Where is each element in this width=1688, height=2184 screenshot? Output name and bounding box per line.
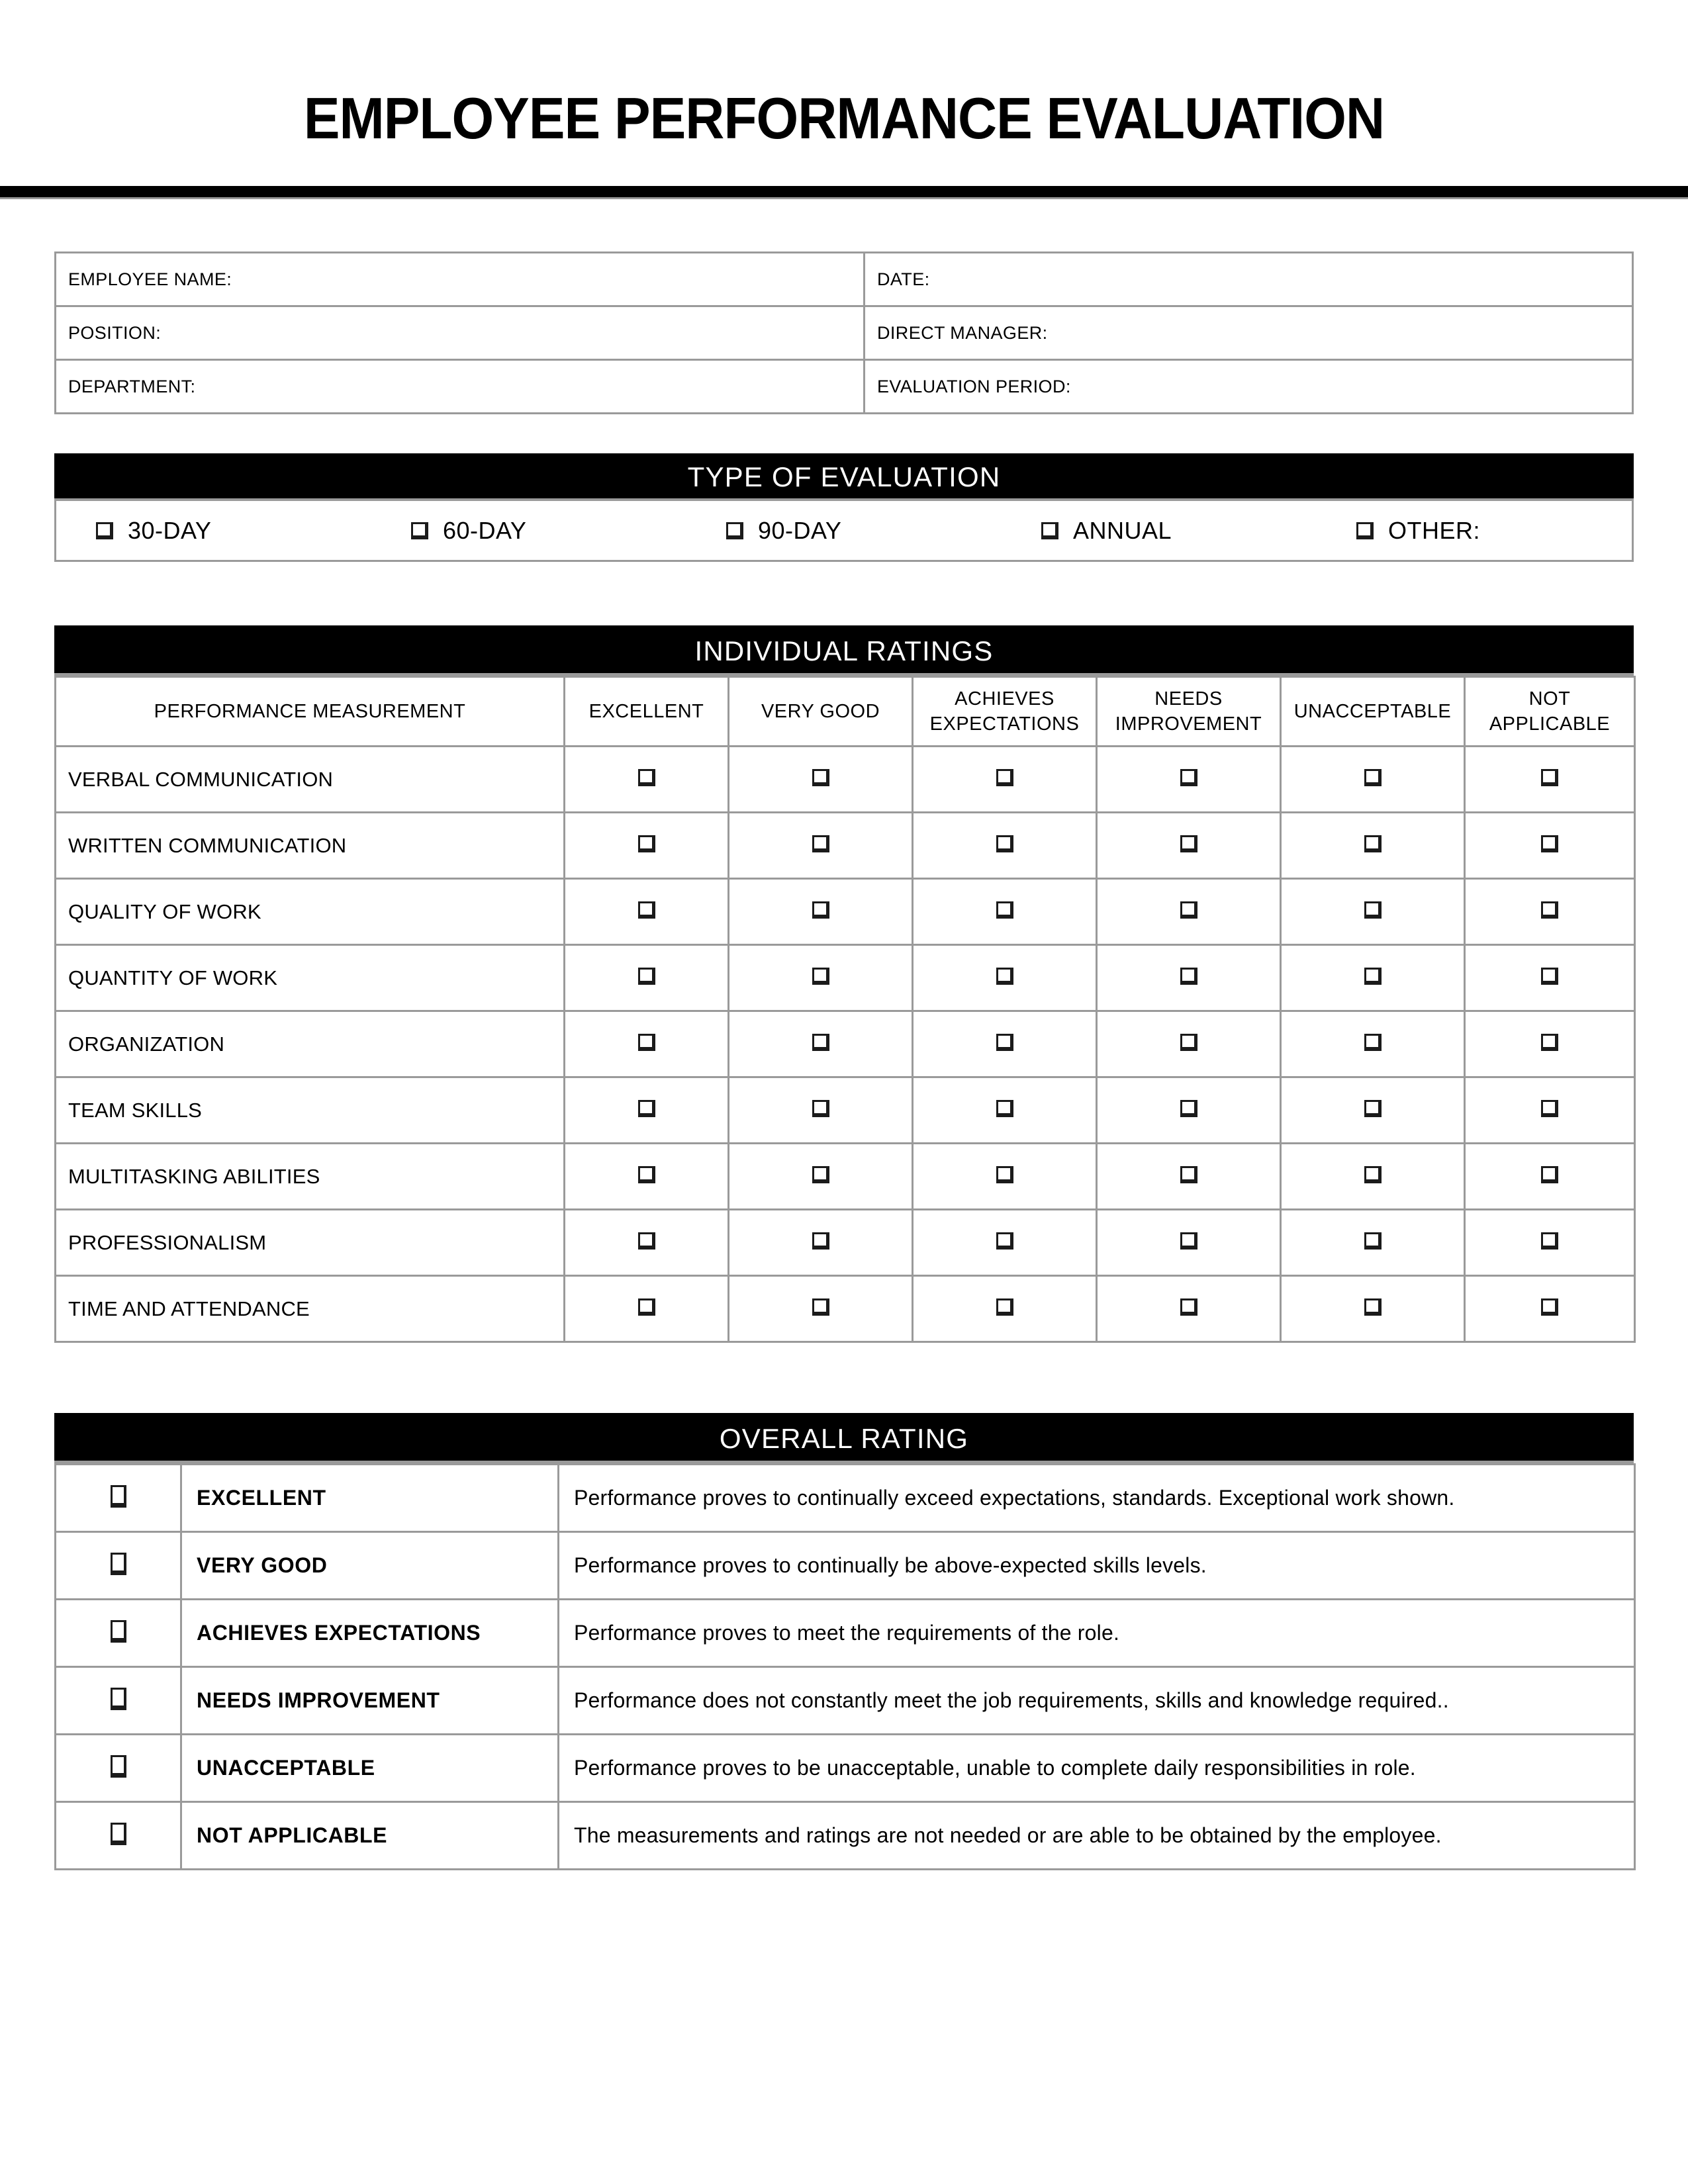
ratings-checkbox-cell[interactable] — [729, 1144, 913, 1210]
ratings-checkbox-cell[interactable] — [1281, 813, 1465, 879]
checkbox-icon[interactable] — [1541, 835, 1558, 852]
overall-rating-row — [56, 1600, 1635, 1667]
individual-ratings-heading: INDIVIDUAL RATINGS — [54, 625, 1634, 676]
ratings-column-header-line: NEEDS — [1154, 688, 1223, 709]
ratings-column-header-line: VERY GOOD — [761, 701, 880, 722]
ratings-row — [56, 1210, 1635, 1276]
individual-ratings-section — [54, 625, 1634, 1343]
checkbox-icon[interactable] — [1180, 901, 1197, 919]
ratings-checkbox-cell[interactable] — [565, 1077, 729, 1144]
checkbox-icon[interactable] — [726, 522, 743, 539]
overall-rating-name: NEEDS IMPROVEMENT — [181, 1667, 559, 1735]
ratings-row — [56, 1077, 1635, 1144]
ratings-row — [56, 813, 1635, 879]
ratings-checkbox-cell[interactable] — [913, 879, 1097, 945]
overall-rating-checkbox-cell[interactable] — [56, 1735, 181, 1802]
checkbox-icon[interactable] — [1541, 1298, 1558, 1316]
ratings-column-header — [913, 677, 1097, 747]
ratings-checkbox-cell[interactable] — [1281, 1077, 1465, 1144]
ratings-checkbox-cell[interactable] — [729, 879, 913, 945]
page-title: EMPLOYEE PERFORMANCE EVALUATION — [303, 85, 1385, 151]
ratings-column-header-line: PERFORMANCE MEASUREMENT — [154, 701, 466, 722]
checkbox-icon[interactable] — [1364, 1100, 1382, 1117]
checkbox-icon[interactable] — [638, 1166, 655, 1183]
ratings-checkbox-cell[interactable] — [1465, 1276, 1635, 1342]
checkbox-icon[interactable] — [1541, 1166, 1558, 1183]
info-row — [56, 360, 1633, 414]
ratings-checkbox-cell[interactable] — [1281, 1210, 1465, 1276]
checkbox-icon[interactable] — [111, 1553, 126, 1575]
ratings-checkbox-cell[interactable] — [1097, 1011, 1281, 1077]
evaluation-type-heading: TYPE OF EVALUATION — [54, 453, 1634, 501]
overall-rating-description: Performance proves to meet the requirements of the role. — [559, 1600, 1635, 1667]
checkbox-icon[interactable] — [1364, 1298, 1382, 1316]
ratings-checkbox-cell[interactable] — [1465, 1144, 1635, 1210]
checkbox-icon[interactable] — [638, 968, 655, 985]
ratings-row — [56, 1144, 1635, 1210]
title-divider — [0, 186, 1688, 199]
info-row — [56, 253, 1633, 306]
ratings-checkbox-cell[interactable] — [1097, 879, 1281, 945]
checkbox-icon[interactable] — [812, 1034, 829, 1051]
evaluation-type-section — [54, 453, 1634, 562]
checkbox-icon[interactable] — [812, 769, 829, 786]
overall-rating-checkbox-cell[interactable] — [56, 1600, 181, 1667]
ratings-row-label: MULTITASKING ABILITIES — [56, 1144, 565, 1210]
checkbox-icon[interactable] — [111, 1688, 126, 1710]
info-row — [56, 306, 1633, 360]
ratings-checkbox-cell[interactable] — [1465, 813, 1635, 879]
ratings-checkbox-cell[interactable] — [913, 1011, 1097, 1077]
ratings-row — [56, 1276, 1635, 1342]
ratings-column-header-line: IMPROVEMENT — [1115, 713, 1262, 735]
checkbox-icon[interactable] — [996, 1034, 1013, 1051]
overall-rating-checkbox-cell[interactable] — [56, 1667, 181, 1735]
overall-rating-checkbox-cell[interactable] — [56, 1802, 181, 1870]
checkbox-icon[interactable] — [812, 835, 829, 852]
checkbox-icon[interactable] — [1180, 1298, 1197, 1316]
checkbox-icon[interactable] — [111, 1823, 126, 1845]
ratings-checkbox-cell[interactable] — [1465, 879, 1635, 945]
ratings-checkbox-cell[interactable] — [729, 813, 913, 879]
overall-rating-name: EXCELLENT — [181, 1465, 559, 1532]
checkbox-icon[interactable] — [996, 1100, 1013, 1117]
ratings-header-row — [56, 677, 1635, 747]
ratings-checkbox-cell[interactable] — [565, 813, 729, 879]
checkbox-icon[interactable] — [812, 901, 829, 919]
ratings-checkbox-cell[interactable] — [1097, 1276, 1281, 1342]
evaluation-type-option[interactable] — [1002, 517, 1317, 545]
info-field-left[interactable]: EMPLOYEE NAME: — [56, 253, 865, 306]
ratings-column-header-line: NOT — [1528, 688, 1571, 709]
checkbox-icon[interactable] — [996, 835, 1013, 852]
overall-rating-name: NOT APPLICABLE — [181, 1802, 559, 1870]
overall-rating-section — [54, 1413, 1634, 1870]
checkbox-icon[interactable] — [1180, 769, 1197, 786]
checkbox-icon[interactable] — [1541, 901, 1558, 919]
ratings-checkbox-cell[interactable] — [1465, 1210, 1635, 1276]
ratings-column-header — [565, 677, 729, 747]
checkbox-icon[interactable] — [638, 769, 655, 786]
checkbox-icon[interactable] — [996, 1298, 1013, 1316]
info-field-right[interactable]: DATE: — [865, 253, 1633, 306]
checkbox-icon[interactable] — [1180, 968, 1197, 985]
checkbox-icon[interactable] — [111, 1620, 126, 1643]
ratings-checkbox-cell[interactable] — [1097, 813, 1281, 879]
overall-rating-checkbox-cell[interactable] — [56, 1465, 181, 1532]
ratings-column-header — [729, 677, 913, 747]
ratings-checkbox-cell[interactable] — [565, 879, 729, 945]
ratings-checkbox-cell[interactable] — [1097, 747, 1281, 813]
employee-info-table — [54, 251, 1634, 414]
ratings-column-header — [1097, 677, 1281, 747]
checkbox-icon[interactable] — [638, 1034, 655, 1051]
ratings-column-header-line: EXCELLENT — [588, 701, 704, 722]
checkbox-icon[interactable] — [638, 1100, 655, 1117]
evaluation-type-option[interactable] — [686, 517, 1002, 545]
ratings-row-label: QUALITY OF WORK — [56, 879, 565, 945]
checkbox-icon[interactable] — [1364, 901, 1382, 919]
ratings-checkbox-cell[interactable] — [1465, 1011, 1635, 1077]
overall-rating-heading: OVERALL RATING — [54, 1413, 1634, 1463]
checkbox-icon[interactable] — [1180, 835, 1197, 852]
ratings-checkbox-cell[interactable] — [565, 1011, 729, 1077]
ratings-checkbox-cell[interactable] — [565, 1210, 729, 1276]
ratings-column-header — [1281, 677, 1465, 747]
overall-rating-description: Performance does not constantly meet the job requirements, skills and knowledge required.. — [559, 1667, 1635, 1735]
info-field-right[interactable]: DIRECT MANAGER: — [865, 306, 1633, 360]
checkbox-icon[interactable] — [1180, 1232, 1197, 1250]
ratings-column-header-line: EXPECTATIONS — [929, 713, 1080, 735]
evaluation-type-option-label: ANNUAL — [1073, 516, 1172, 544]
ratings-checkbox-cell[interactable] — [1281, 945, 1465, 1011]
ratings-checkbox-cell[interactable] — [565, 945, 729, 1011]
ratings-checkbox-cell[interactable] — [729, 1210, 913, 1276]
checkbox-icon[interactable] — [1180, 1100, 1197, 1117]
checkbox-icon[interactable] — [1364, 1232, 1382, 1250]
ratings-checkbox-cell[interactable] — [1465, 1077, 1635, 1144]
ratings-row — [56, 879, 1635, 945]
checkbox-icon[interactable] — [638, 901, 655, 919]
ratings-row-label: VERBAL COMMUNICATION — [56, 747, 565, 813]
checkbox-icon[interactable] — [1364, 835, 1382, 852]
ratings-row-label: WRITTEN COMMUNICATION — [56, 813, 565, 879]
ratings-checkbox-cell[interactable] — [1097, 945, 1281, 1011]
ratings-checkbox-cell[interactable] — [729, 747, 913, 813]
ratings-checkbox-cell[interactable] — [913, 1077, 1097, 1144]
checkbox-icon[interactable] — [1364, 968, 1382, 985]
checkbox-icon[interactable] — [1541, 968, 1558, 985]
ratings-checkbox-cell[interactable] — [729, 1011, 913, 1077]
ratings-checkbox-cell[interactable] — [913, 1276, 1097, 1342]
overall-rating-row — [56, 1465, 1635, 1532]
ratings-checkbox-cell[interactable] — [913, 1210, 1097, 1276]
checkbox-icon[interactable] — [111, 1485, 126, 1508]
checkbox-icon[interactable] — [996, 1232, 1013, 1250]
ratings-column-header — [56, 677, 565, 747]
ratings-checkbox-cell[interactable] — [1097, 1210, 1281, 1276]
evaluation-type-option[interactable] — [1317, 517, 1632, 545]
ratings-checkbox-cell[interactable] — [913, 747, 1097, 813]
ratings-row-label: TIME AND ATTENDANCE — [56, 1276, 565, 1342]
checkbox-icon[interactable] — [411, 522, 428, 539]
ratings-row — [56, 1011, 1635, 1077]
ratings-checkbox-cell[interactable] — [1097, 1144, 1281, 1210]
ratings-checkbox-cell[interactable] — [1281, 1144, 1465, 1210]
ratings-column-header-line: ACHIEVES — [955, 688, 1055, 709]
overall-rating-row — [56, 1735, 1635, 1802]
ratings-checkbox-cell[interactable] — [565, 1144, 729, 1210]
ratings-checkbox-cell[interactable] — [1281, 1011, 1465, 1077]
overall-rating-description: The measurements and ratings are not needed or are able to be obtained by the employee. — [559, 1802, 1635, 1870]
checkbox-icon[interactable] — [1364, 1034, 1382, 1051]
checkbox-icon[interactable] — [812, 1100, 829, 1117]
ratings-checkbox-cell[interactable] — [1281, 1276, 1465, 1342]
info-field-left[interactable]: DEPARTMENT: — [56, 360, 865, 414]
ratings-row-label: QUANTITY OF WORK — [56, 945, 565, 1011]
ratings-checkbox-cell[interactable] — [913, 945, 1097, 1011]
evaluation-type-option-label: 30-DAY — [128, 516, 212, 544]
checkbox-icon[interactable] — [812, 968, 829, 985]
checkbox-icon[interactable] — [1541, 769, 1558, 786]
ratings-checkbox-cell[interactable] — [565, 1276, 729, 1342]
overall-rating-name: VERY GOOD — [181, 1532, 559, 1600]
ratings-checkbox-cell[interactable] — [729, 1276, 913, 1342]
ratings-row-label: PROFESSIONALISM — [56, 1210, 565, 1276]
ratings-row-label: ORGANIZATION — [56, 1011, 565, 1077]
overall-rating-description: Performance proves to be unacceptable, unable to complete daily responsibilities in role. — [559, 1735, 1635, 1802]
checkbox-icon[interactable] — [812, 1232, 829, 1250]
overall-rating-row — [56, 1532, 1635, 1600]
evaluation-type-options — [54, 501, 1634, 562]
checkbox-icon[interactable] — [638, 1232, 655, 1250]
ratings-checkbox-cell[interactable] — [1281, 747, 1465, 813]
info-field-right[interactable]: EVALUATION PERIOD: — [865, 360, 1633, 414]
overall-rating-name: UNACCEPTABLE — [181, 1735, 559, 1802]
ratings-column-header-line: APPLICABLE — [1489, 713, 1611, 735]
evaluation-type-option-label: OTHER: — [1388, 516, 1481, 544]
ratings-checkbox-cell[interactable] — [1465, 945, 1635, 1011]
checkbox-icon[interactable] — [96, 522, 113, 539]
ratings-checkbox-cell[interactable] — [913, 1144, 1097, 1210]
evaluation-type-option-label: 90-DAY — [758, 516, 842, 544]
checkbox-icon[interactable] — [1541, 1100, 1558, 1117]
checkbox-icon[interactable] — [812, 1298, 829, 1316]
ratings-checkbox-cell[interactable] — [1281, 879, 1465, 945]
ratings-row-label: TEAM SKILLS — [56, 1077, 565, 1144]
checkbox-icon[interactable] — [996, 1166, 1013, 1183]
evaluation-type-option[interactable] — [371, 517, 686, 545]
overall-rating-row — [56, 1802, 1635, 1870]
ratings-checkbox-cell[interactable] — [729, 945, 913, 1011]
ratings-checkbox-cell[interactable] — [913, 813, 1097, 879]
ratings-column-header-line: UNACCEPTABLE — [1293, 701, 1452, 722]
checkbox-icon[interactable] — [1356, 522, 1374, 539]
ratings-row — [56, 747, 1635, 813]
overall-rating-description: Performance proves to continually be above-expected skills levels. — [559, 1532, 1635, 1600]
ratings-row — [56, 945, 1635, 1011]
ratings-checkbox-cell[interactable] — [565, 747, 729, 813]
overall-rating-row — [56, 1667, 1635, 1735]
checkbox-icon[interactable] — [638, 1298, 655, 1316]
checkbox-icon[interactable] — [1180, 1166, 1197, 1183]
overall-rating-checkbox-cell[interactable] — [56, 1532, 181, 1600]
checkbox-icon[interactable] — [1364, 769, 1382, 786]
checkbox-icon[interactable] — [1041, 522, 1058, 539]
checkbox-icon[interactable] — [638, 835, 655, 852]
evaluation-type-option-label: 60-DAY — [443, 516, 527, 544]
checkbox-icon[interactable] — [996, 968, 1013, 985]
checkbox-icon[interactable] — [996, 901, 1013, 919]
checkbox-icon[interactable] — [996, 769, 1013, 786]
ratings-checkbox-cell[interactable] — [1097, 1077, 1281, 1144]
checkbox-icon[interactable] — [1541, 1034, 1558, 1051]
ratings-column-header — [1465, 677, 1635, 747]
evaluation-type-option[interactable] — [56, 517, 371, 545]
checkbox-icon[interactable] — [1364, 1166, 1382, 1183]
checkbox-icon[interactable] — [111, 1755, 126, 1778]
ratings-checkbox-cell[interactable] — [1465, 747, 1635, 813]
overall-rating-name: ACHIEVES EXPECTATIONS — [181, 1600, 559, 1667]
checkbox-icon[interactable] — [1541, 1232, 1558, 1250]
checkbox-icon[interactable] — [812, 1166, 829, 1183]
info-field-left[interactable]: POSITION: — [56, 306, 865, 360]
overall-rating-description: Performance proves to continually exceed expectations, standards. Exceptional work shown. — [559, 1465, 1635, 1532]
ratings-checkbox-cell[interactable] — [729, 1077, 913, 1144]
checkbox-icon[interactable] — [1180, 1034, 1197, 1051]
